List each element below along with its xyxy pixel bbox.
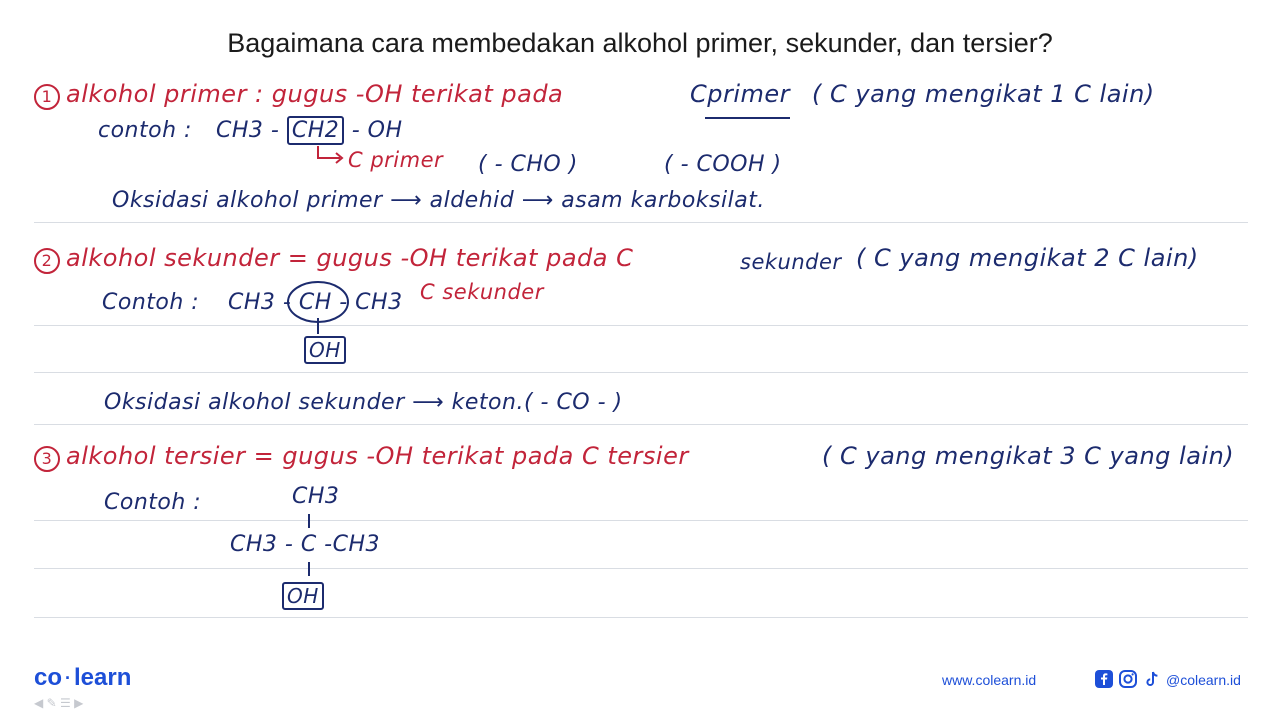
section2-number: 2: [34, 248, 60, 274]
menu-icon[interactable]: ☰: [59, 696, 71, 710]
formula-ch3-left: CH3 -: [228, 290, 292, 315]
section2-heading: alkohol sekunder = gugus -OH terikat pada C: [66, 244, 634, 272]
section1-paren: ( C yang mengikat 1 C lain): [812, 80, 1155, 108]
section1-number: 1: [34, 84, 60, 110]
formula-ch3: CH3 -: [216, 118, 280, 143]
instagram-icon[interactable]: [1118, 669, 1138, 689]
section2-heading-row: [34, 244, 633, 274]
logo-part-learn: learn: [74, 664, 132, 691]
section3-paren: ( C yang mengikat 3 C yang lain): [822, 442, 1235, 470]
bond-bottom: [307, 562, 311, 578]
ruled-line: [34, 520, 1248, 521]
section1-contoh-label: contoh :: [98, 118, 192, 143]
faint-toolbar: [34, 696, 83, 710]
facebook-icon[interactable]: [1094, 669, 1114, 689]
social-handle: @colearn.id: [1166, 672, 1241, 688]
ruled-line: [34, 325, 1248, 326]
formula-ch-center: CH: [298, 290, 332, 315]
ruled-line: [34, 617, 1248, 618]
section3-number: 3: [34, 446, 60, 472]
section3-oh: OH: [282, 582, 324, 610]
section3-mid-formula: CH3 - C -CH3: [230, 532, 381, 557]
section1-arrow-label: C primer: [348, 148, 444, 172]
page-title: Bagaimana cara membedakan alkohol primer, sekunder, dan tersier?: [227, 28, 1053, 58]
section1-heading: alkohol primer : gugus -OH terikat pada: [66, 80, 564, 108]
section1-group-cooh: ( - COOH ): [664, 152, 782, 177]
section3-contoh-label: Contoh :: [104, 490, 202, 515]
formula-ch3-right: - CH3: [339, 290, 403, 315]
website-link[interactable]: www.colearn.id: [942, 672, 1037, 688]
section3-heading-row: [34, 442, 689, 472]
section2-contoh-label: Contoh :: [102, 290, 200, 315]
formula-ch2-boxed: CH2: [287, 116, 344, 145]
next-icon[interactable]: ▶: [74, 696, 84, 710]
section2-oxidation: Oksidasi alkohol sekunder ⟶ keton.( - CO - ): [104, 390, 623, 415]
ch-circle-icon: [280, 278, 360, 338]
section2-oh: OH: [304, 336, 346, 364]
logo-dot: ·: [65, 668, 72, 689]
section1-oxidation: Oksidasi alkohol primer ⟶ aldehid ⟶ asam karboksilat.: [112, 188, 765, 213]
ruled-line: [34, 222, 1248, 223]
section3-heading: alkohol tersier = gugus -OH terikat pada C tersier: [66, 442, 689, 470]
tiktok-icon[interactable]: [1142, 669, 1162, 689]
cprimer-arrow-icon: [316, 146, 346, 166]
pen-icon[interactable]: ✎: [46, 696, 57, 710]
cprimer-underline: [705, 117, 790, 119]
ruled-line: [34, 372, 1248, 373]
section1-heading-row: [34, 80, 563, 110]
ruled-line: [34, 568, 1248, 569]
ruled-line: [34, 424, 1248, 425]
section2-c-sekunder: C sekunder: [420, 280, 544, 304]
bond-top: [307, 514, 311, 530]
section1-group-cho: ( - CHO ): [478, 152, 578, 177]
logo-part-co: co: [34, 664, 63, 691]
colearn-logo: [34, 664, 131, 692]
section1-formula: [216, 118, 403, 143]
section1-cprimer: Cprimer: [690, 80, 791, 108]
prev-icon[interactable]: ◀: [34, 696, 44, 710]
formula-oh: - OH: [351, 118, 403, 143]
section2-paren: ( C yang mengikat 2 C lain): [856, 244, 1199, 272]
section3-top-ch3: CH3: [292, 484, 340, 509]
section2-sekunder: sekunder: [740, 250, 842, 274]
